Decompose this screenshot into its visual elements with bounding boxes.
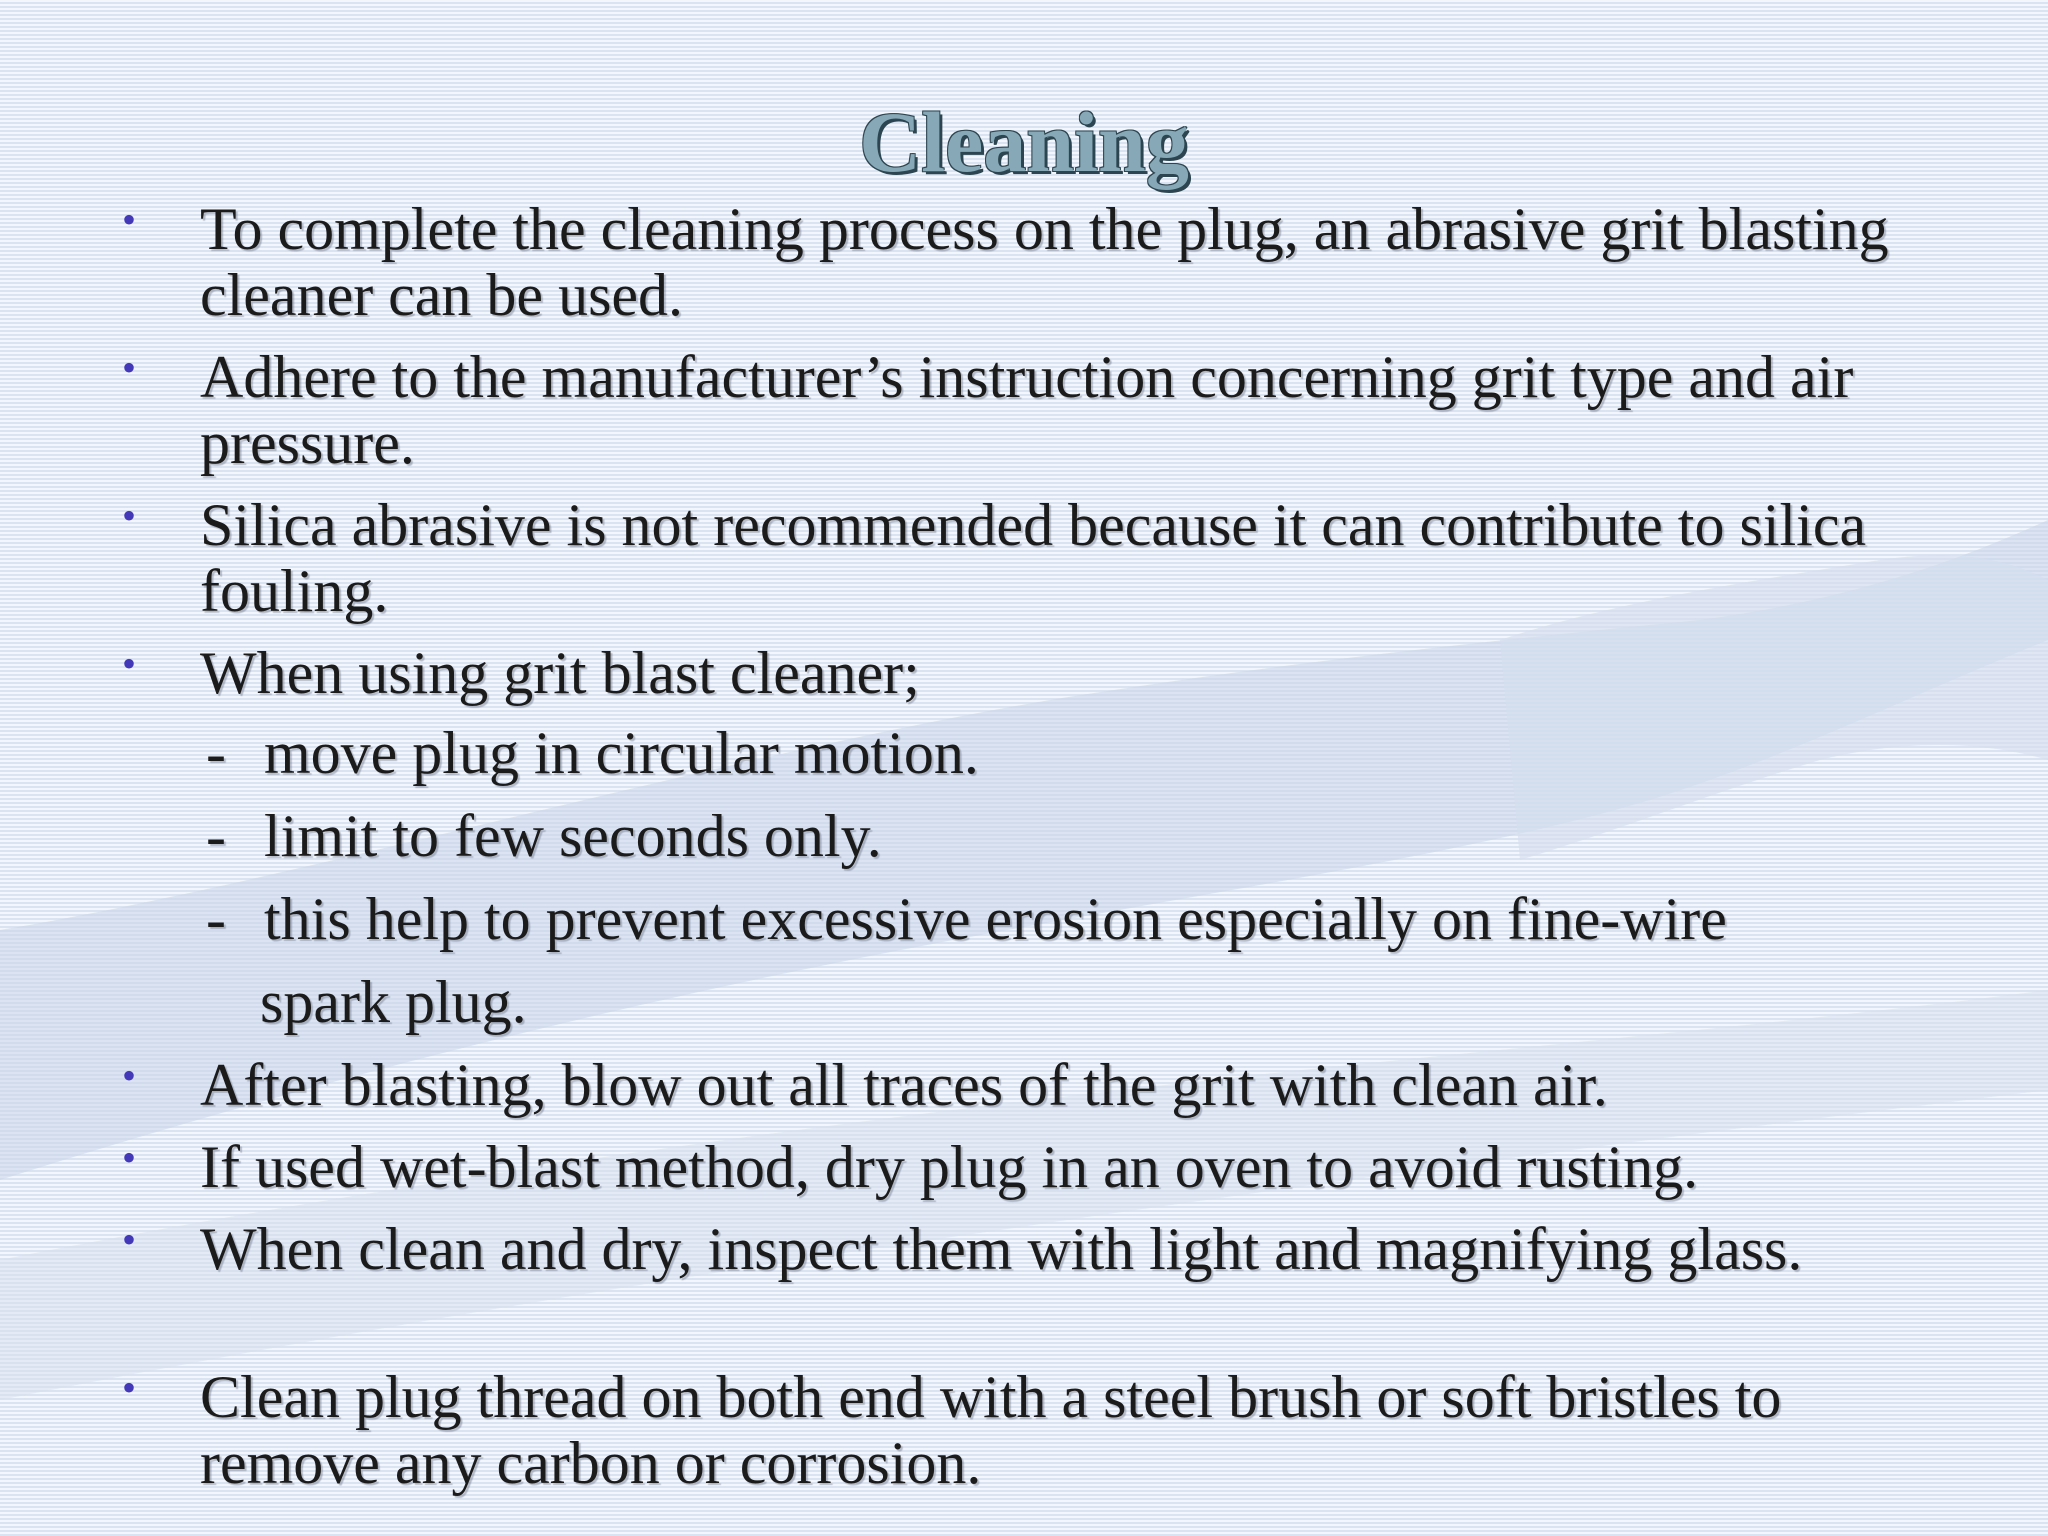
sub-list-item xyxy=(206,878,1906,960)
list-item xyxy=(122,344,1900,476)
bullet-icon: • xyxy=(122,197,137,242)
sub-item-continuation: spark plug. xyxy=(260,969,527,1035)
sub-item-text: limit to few seconds only. xyxy=(264,803,882,869)
list-item xyxy=(122,1364,1900,1496)
bullet-text: Clean plug thread on both end with a steel brush or soft bristles to remove any carbon or corrosion. xyxy=(200,1364,1782,1496)
bullet-icon: • xyxy=(122,1217,137,1262)
list-item xyxy=(122,1052,1900,1118)
bullet-icon: • xyxy=(122,1135,137,1180)
sub-item-text: this help to prevent excessive erosion especially on fine-wire xyxy=(264,886,1727,952)
bullet-icon: • xyxy=(122,1365,137,1410)
list-item xyxy=(122,492,1900,624)
sub-item-text: move plug in circular motion. xyxy=(264,720,979,786)
bullet-text: Silica abrasive is not recommended because it can contribute to silica fouling. xyxy=(200,492,1867,624)
dash-icon: - xyxy=(206,886,226,952)
bullet-text: Adhere to the manufacturer’s instruction concerning grit type and air pressure. xyxy=(200,344,1854,476)
slide-title: Cleaning xyxy=(859,94,1189,190)
bullet-text: When clean and dry, inspect them with light and magnifying glass. xyxy=(200,1216,1803,1282)
bullet-icon: • xyxy=(122,345,137,390)
dash-icon: - xyxy=(206,720,226,786)
list-item xyxy=(122,196,1900,328)
bullet-text: After blasting, blow out all traces of the grit with clean air. xyxy=(200,1052,1608,1118)
list-item xyxy=(122,1216,1900,1282)
dash-icon: - xyxy=(206,803,226,869)
bullet-icon: • xyxy=(122,493,137,538)
bullet-text: To complete the cleaning process on the plug, an abrasive grit blasting cleaner can be used. xyxy=(200,196,1889,328)
bullet-text: When using grit blast cleaner; xyxy=(200,640,920,706)
sub-list-item xyxy=(206,712,1906,794)
sub-list-item xyxy=(206,795,1906,877)
list-item xyxy=(122,1134,1900,1200)
list-item xyxy=(122,640,1900,706)
bullet-text: If used wet-blast method, dry plug in an oven to avoid rusting. xyxy=(200,1134,1699,1200)
bullet-icon: • xyxy=(122,641,137,686)
bullet-icon: • xyxy=(122,1053,137,1098)
